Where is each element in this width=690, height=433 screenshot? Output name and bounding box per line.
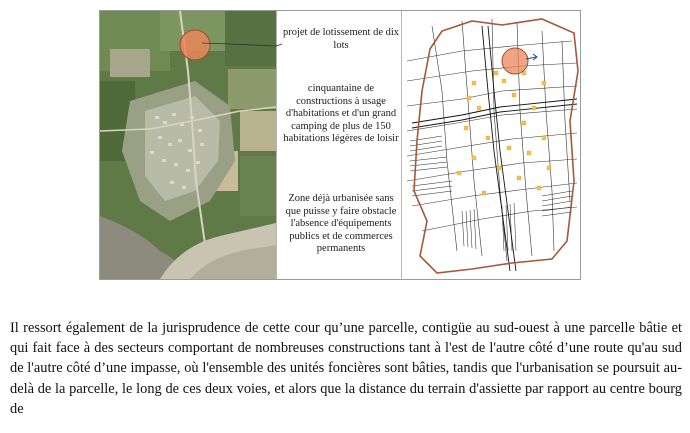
label-project: projet de lotissement de dix lots bbox=[282, 27, 400, 51]
label-constructions: cinquantaine de constructions à usage d'habitations et d'un grand camping de plus de 150 habitations légères de loisir bbox=[283, 83, 399, 144]
label-zone: Zone déjà urbanisée sans que puisse y faire obstacle l'absence d'équipements publics et de commerces permanents bbox=[285, 193, 397, 254]
body-paragraph: Il ressort également de la jurisprudence de cette cour qu’une parcelle, contigüe au sud-ouest à une parcelle bâtie et qui fait face à des secteurs comportant de nombreuses constructions tant à l'est de l'autre côté d’une route qu'au sud de l'autre côté d’une impasse, où l'ensemble des unités foncières sont bâties, tandis que l'urbanisation se poursuit au-delà de la parcelle, le long de ces deux voies, et alors que la distance du terrain d'assiette par rapport au centre bourg de bbox=[10, 320, 682, 417]
figure-panel bbox=[99, 10, 581, 280]
leader-line bbox=[100, 11, 580, 71]
